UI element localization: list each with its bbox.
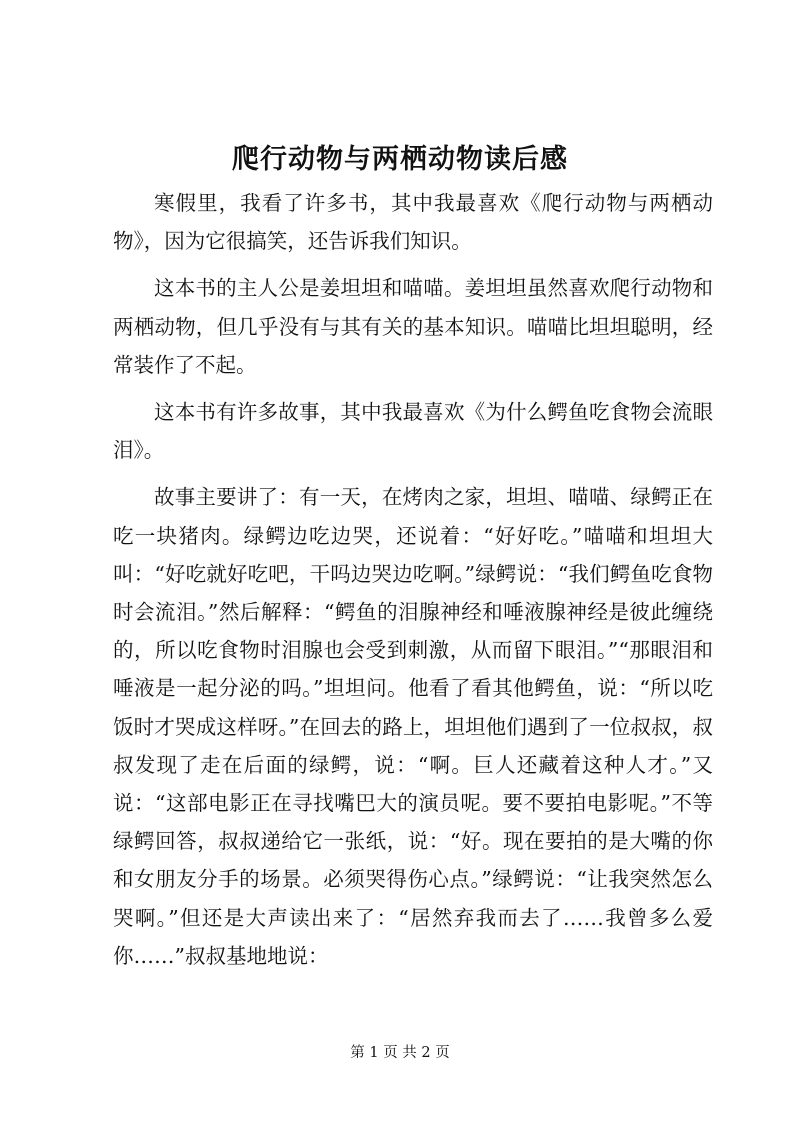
paragraph-3: 这本书有许多故事，其中我最喜欢《为什么鳄鱼吃食物会流眼泪》。 — [113, 400, 713, 463]
document-body — [113, 184, 713, 984]
paragraph-4: 故事主要讲了：有一天，在烤肉之家，坦坦、喵喵、绿鳄正在吃一块猪肉。绿鳄边吃边哭，还说着：“好好吃。”喵喵和坦坦大叫：“好吃就好吃吧，干吗边哭边吃啊。”绿鳄说：“我们鳄鱼吃食物时会流泪。”然后解释：“鳄鱼的泪腺神经和唾液腺神经是彼此缠绕的，所以吃食物时泪腺也会受到刺激，从而留下眼泪。”“那眼泪和唾液是一起分泌的吗。”坦坦问。他看了看其他鳄鱼，说：“所以吃饭时才哭成这样呀。”在回去的路上，坦坦他们遇到了一位叔叔，叔叔发现了走在后面的绿鳄，说：“啊。巨人还藏着这种人才。”又说：“这部电影正在寻找嘴巴大的演员呢。要不要拍电影呢。”不等绿鳄回答，叔叔递给它一张纸，说：“好。现在要拍的是大嘴的你和女朋友分手的场景。必须哭得伤心点。”绿鳄说：“让我突然怎么哭啊。”但还是大声读出来了：“居然弃我而去了……我曾多么爱你……”叔叔基地地说： — [113, 485, 713, 968]
page-footer: 第 1 页 共 2 页 — [350, 1045, 450, 1061]
paragraph-1: 寒假里，我看了许多书，其中我最喜欢《爬行动物与两栖动物》，因为它很搞笑，还告诉我们知识。 — [113, 191, 713, 254]
paragraph-2: 这本书的主人公是姜坦坦和喵喵。姜坦坦虽然喜欢爬行动物和两栖动物，但几乎没有与其有关的基本知识。喵喵比坦坦聪明，经常装作了不起。 — [113, 276, 713, 377]
document-title: 爬行动物与两栖动物读后感 — [232, 144, 568, 175]
